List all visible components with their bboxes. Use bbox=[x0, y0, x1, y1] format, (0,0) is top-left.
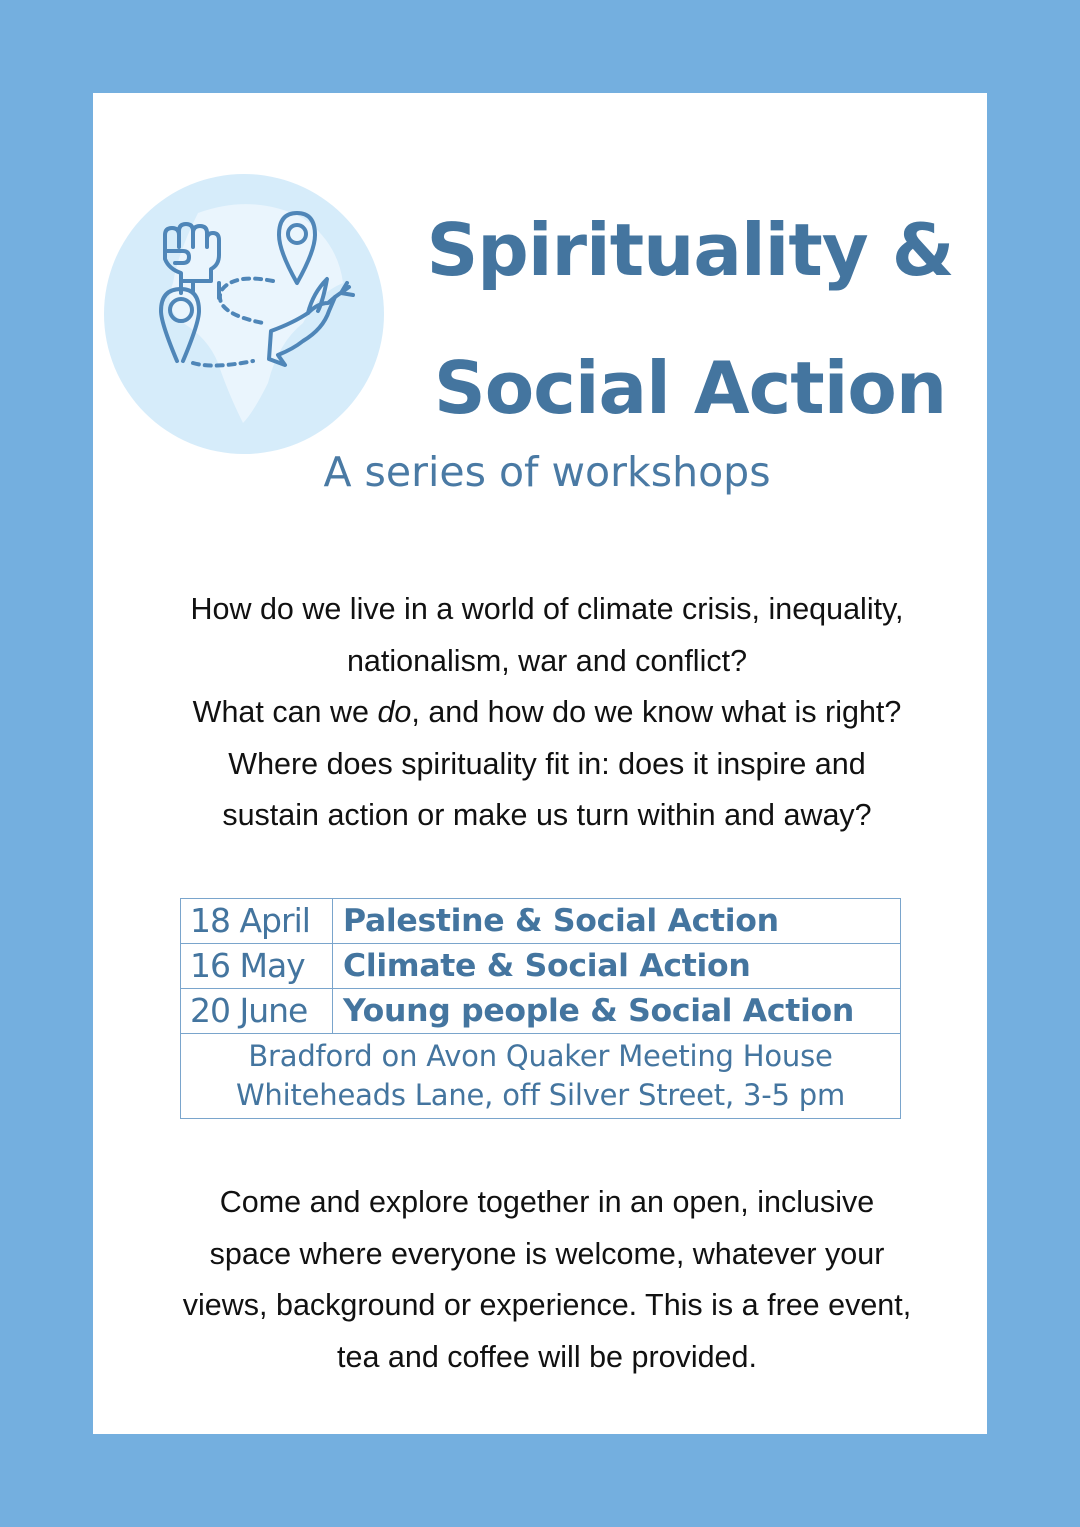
intro-text: What can we bbox=[192, 695, 378, 729]
outro-line: Come and explore together in an open, inclusive bbox=[219, 1185, 875, 1219]
intro-line: How do we live in a world of climate crisis, inequality, bbox=[190, 592, 904, 626]
title-line-2: Social Action bbox=[433, 346, 947, 430]
emphasis-text: do bbox=[377, 695, 412, 729]
poster-title bbox=[405, 181, 975, 457]
session-date: 18 April bbox=[181, 899, 333, 944]
session-date: 20 June bbox=[181, 989, 333, 1034]
venue-details bbox=[181, 1034, 901, 1119]
subtitle: A series of workshops bbox=[323, 448, 771, 496]
logo bbox=[103, 173, 385, 455]
intro-line: Where does spirituality fit in: does it inspire and bbox=[228, 746, 866, 781]
poster-sheet bbox=[93, 93, 987, 1434]
intro-line bbox=[103, 687, 991, 739]
session-date: 16 May bbox=[181, 944, 333, 989]
venue-name: Bradford on Avon Quaker Meeting House bbox=[248, 1039, 833, 1073]
table-row bbox=[181, 1034, 901, 1119]
outro-line: tea and coffee will be provided. bbox=[337, 1339, 757, 1374]
intro-line: sustain action or make us turn within and away? bbox=[222, 798, 872, 832]
session-topic: Palestine & Social Action bbox=[333, 899, 901, 944]
session-topic: Young people & Social Action bbox=[333, 989, 901, 1034]
table-row bbox=[181, 989, 901, 1034]
intro-paragraph bbox=[103, 584, 991, 842]
session-topic: Climate & Social Action bbox=[333, 944, 901, 989]
outro-paragraph bbox=[103, 1177, 991, 1383]
intro-line: nationalism, war and conflict? bbox=[346, 643, 748, 678]
outro-line: views, background or experience. This is a free event, bbox=[182, 1288, 912, 1322]
outro-line: space where everyone is welcome, whatever your bbox=[209, 1236, 885, 1271]
venue-address-time: Whiteheads Lane, off Silver Street, 3-5 pm bbox=[235, 1078, 846, 1112]
title-line-1: Spirituality & bbox=[426, 208, 954, 292]
intro-text: , and how do we know what is right? bbox=[411, 695, 902, 729]
table-row bbox=[181, 944, 901, 989]
schedule-table bbox=[180, 898, 901, 1119]
table-row bbox=[181, 899, 901, 944]
